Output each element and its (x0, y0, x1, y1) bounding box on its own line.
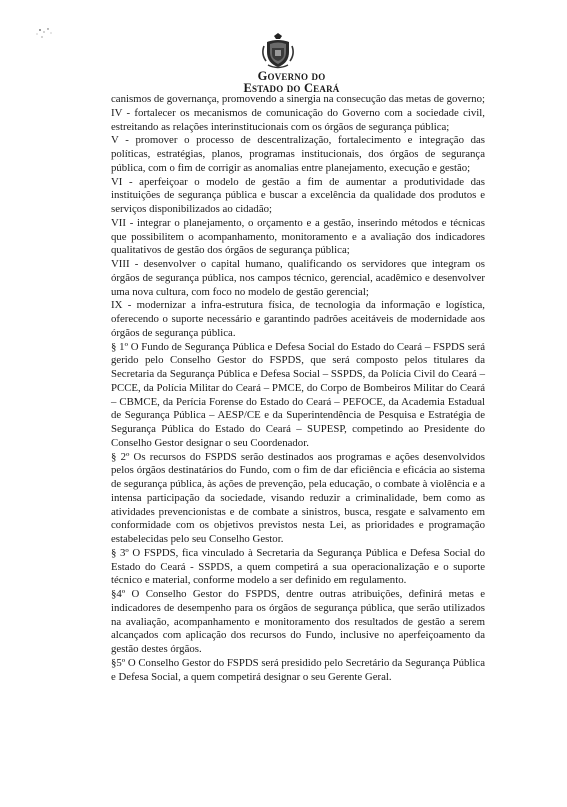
paragraph: IX - modernizar a infra-estrutura física, de tecnologia da informação e logística, oferecendo o suporte necessário e garantindo padrões aceitáveis de modernidade aos órgãos de segurança pública. (111, 299, 485, 339)
paragraph: §4º O Conselho Gestor do FSPDS, dentre outras atribuições, definirá metas e indicadores de desempenho para os órgãos de segurança pública, que serão utilizados na avaliação, acompanhamento e monitoramento dos resultados de gestão a serem alcançados com aplicação dos recursos do Fundo, inclusive no aperfeiçoamento da gestão destes órgãos. (111, 588, 485, 655)
paragraph: § 1º O Fundo de Segurança Pública e Defesa Social do Estado do Ceará – FSPDS será gerido pelo Conselho Gestor do FSPDS, que será composto pelos titulares da Secretaria da Segurança Pública e Defesa Social – SSPDS, da Polícia Civil do Ceará – PCCE, da Polícia Militar do Ceará – PMCE, do Corpo de Bombeiros Militar do Ceará – CBMCE, da Perícia Forense do Estado do Ceará – PEFOCE, da Academia Estadual de Segurança Pública – AESP/CE e da Superintendência de Pesquisa e Estratégia de Segurança Pública do Estado do Ceará – SUPESP, competindo ao Presidente do Conselho Gestor designar o seu Coordenador. (111, 340, 485, 449)
paragraph: VI - aperfeiçoar o modelo de gestão a fim de aumentar a produtividade das instituições de segurança pública e buscar a excelência da qualidade dos produtos e serviços disponibilizados ao cidadão; (111, 175, 485, 215)
paragraph: IV - fortalecer os mecanismos de comunicação do Governo com a sociedade civil, estreitando as relações interinstitucionais com os órgãos de segurança pública; (111, 106, 485, 133)
paragraph: VII - integrar o planejamento, o orçamento e a gestão, inserindo métodos e técnicas que possibilitem o acompanhamento, monitoramento e a avaliação dos indicadores qualitativos de gestão dos órgãos de segurança pública; (111, 216, 485, 257)
paragraph: VIII - desenvolver o capital humano, qualificando os servidores que integram os órgãos de segurança pública, nos campos técnico, gerencial, acadêmico e desenvolver uma nova cultura, com foco no modelo de gestão gerencial; (111, 258, 485, 298)
paragraph: § 2º Os recursos do FSPDS serão destinados aos programas e ações desenvolvidos pelos órgãos destinatários do Fundo, com o fim de dar eficiência e eficácia ao sistema de segurança pública, às ações de prevenção, pela educação, o combate à violência e a intensa participação da sociedade, visando reduzir a criminalidade, bem como as atividades prevencionistas e de combate a sinistros, busca, resgate e salvamento em conformidade com os objetivos previstos nesta Lei, as prioridades e programação estabelecidas pelo seu Conselho Gestor. (111, 450, 485, 545)
paragraph: §5º O Conselho Gestor do FSPDS será presidido pelo Secretário da Segurança Pública e Defesa Social, a quem competirá designar o seu Gerente Geral. (111, 656, 485, 683)
header-line-2: Estado do Ceará (243, 81, 340, 95)
state-seal-icon (258, 30, 298, 70)
paragraph: § 3º O FSPDS, fica vinculado à Secretaria da Segurança Pública e Defesa Social do Estado do Ceará - SSPDS, a quem competirá a sua operacionalização e o suporte técnico e material, conforme modelo a ser definido em regulamento. (111, 546, 485, 587)
letterhead (0, 0, 567, 100)
paragraph: V - promover o processo de descentralização, fortalecimento e integração das políticas, estratégias, planos, programas institucionais, dos órgãos de segurança pública, com o fim de corrigir as anomalias entre planejamento, execução e gestão; (111, 134, 485, 174)
paragraph: canismos de governança, promovendo a sinergia na consecução das metas de governo; (111, 93, 485, 105)
document-body (111, 93, 485, 684)
header-line-1: Governo do (257, 69, 326, 83)
